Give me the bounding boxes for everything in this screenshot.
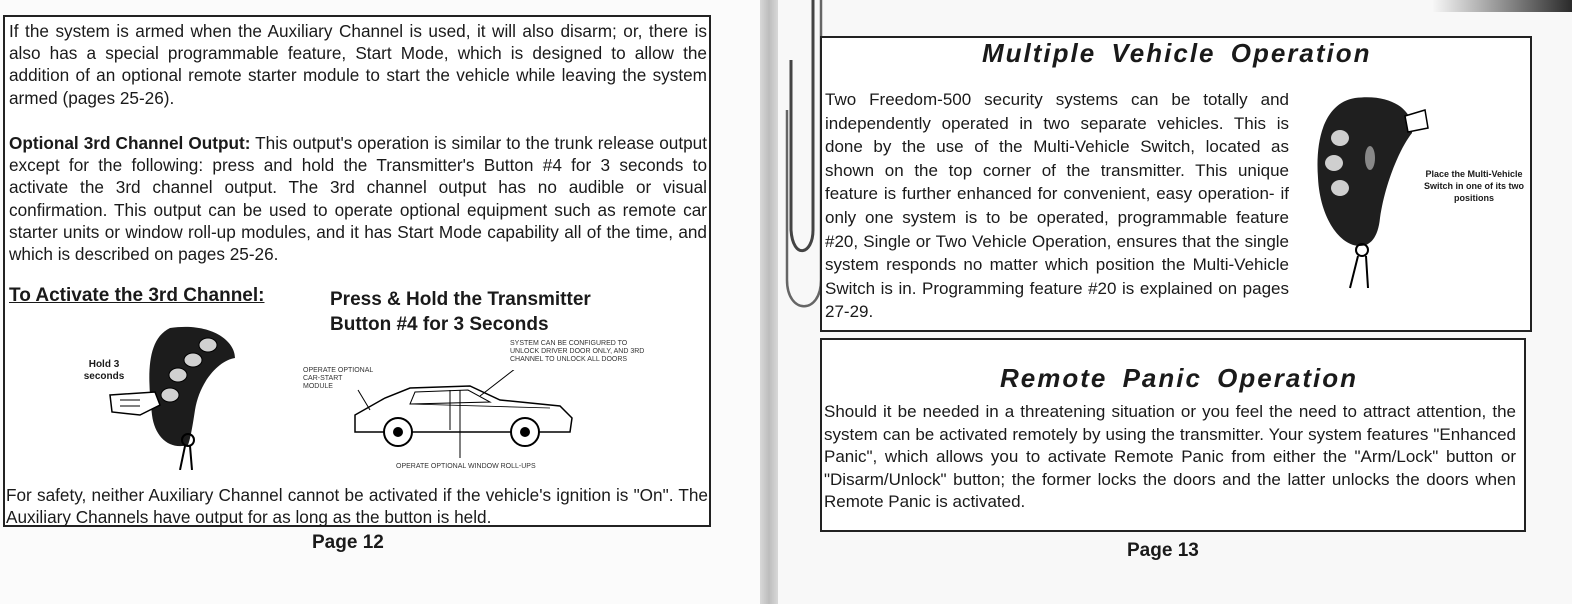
car-start-label: OPERATE OPTIONAL CAR-START MODULE [303, 367, 374, 390]
multiple-vehicle-paragraph: Two Freedom-500 security systems can be totally and independently operated in two separate vehicles. This is done by the use of the Multi-Vehicle Switch, located as shown on the top corner of the transmitter. This unique feature is further enhanced for convenient, easy operation- if only one system is to be operated, programmable feature #20, Single or Two Vehicle Operation, ensures that the single system responds no matter which position the Multi-Vehicle Switch is in. Programming feature #20 is explained on pages 27-29. [825, 90, 1289, 322]
scan-shadow [1432, 0, 1572, 12]
remote-panic-paragraph: Should it be needed in a threatening situation or you feel the need to attract attention, the system can be activated remotely by using the transmitter. Your system features "Enhanced Panic", which allows you to activate Remote Panic from either the "Arm/Lock" button or "Disarm/Unlock" button; the former locks the doors and the latter unlocks the doors when Remote Panic is activated. [824, 402, 1516, 512]
transmitter-illustration-icon [100, 320, 250, 470]
car-icon [350, 370, 580, 460]
remote-panic-title: Remote Panic Operation [1000, 363, 1358, 393]
hold-label-line-2: seconds [83, 371, 125, 382]
page-number-13: Page 13 [1127, 540, 1199, 561]
multi-vehicle-transmitter-icon [1300, 88, 1430, 298]
multiple-vehicle-title: Multiple Vehicle Operation [982, 38, 1372, 68]
safety-paragraph: For safety, neither Auxiliary Channel cannot be activated if the vehicle's ignition is "On". The Auxiliary Channels have output for as long as the button is held. [6, 485, 708, 528]
press-hold-line-2: Button #4 for 3 Seconds [330, 314, 549, 335]
system-config-label: SYSTEM CAN BE CONFIGURED TO UNLOCK DRIVER DOOR ONLY, AND 3RD CHANNEL TO UNLOCK ALL DOORS [510, 340, 645, 363]
window-rollup-label: OPERATE OPTIONAL WINDOW ROLL-UPS [396, 463, 536, 470]
book-gutter [760, 0, 778, 604]
third-channel-body: This output's operation is similar to the trunk release output except for the following: press and hold the Transmitter's Button #4 for 3 seconds to activate the 3rd channel output. The 3rd channel output has no audible or visual confirmation. This output can be used to operate optional equipment such as remote car starter units or window roll-up modules, and it has Start Mode capability all of the time, and which is described on pages 25-26. [9, 133, 708, 265]
armed-auxiliary-paragraph: If the system is armed when the Auxiliary Channel is used, it will also disarm; or, there is also has a special programmable feature, Start Mode, which is designed to allow the addition of an optional remote starter module to start the vehicle while leaving the system armed (pages 25-26). [9, 21, 707, 108]
hold-label-line-1: Hold 3 [88, 359, 120, 370]
press-hold-instruction [330, 287, 591, 337]
third-channel-heading: Optional 3rd Channel Output: [9, 133, 251, 153]
activate-heading: To Activate the 3rd Channel: [9, 285, 265, 306]
page-number-12: Page 12 [312, 532, 384, 553]
third-channel-paragraph [9, 132, 707, 265]
multi-vehicle-switch-label: Place the Multi-Vehicle Switch in one of its two positions [1424, 169, 1524, 203]
press-hold-line-1: Press & Hold the Transmitter [330, 289, 591, 310]
